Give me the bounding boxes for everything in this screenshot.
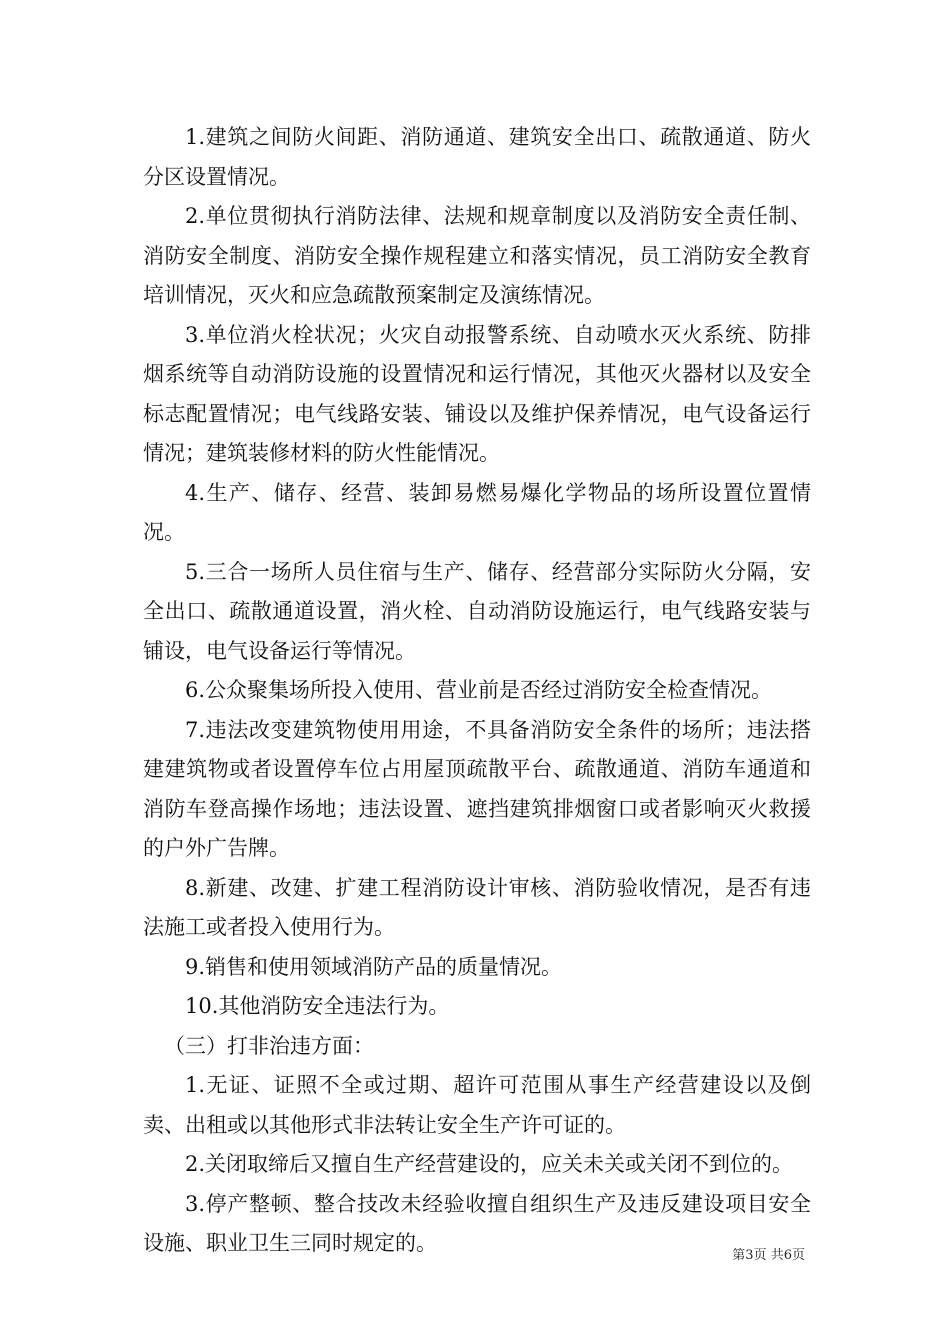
paragraph-item-12: 1.无证、证照不全或过期、超许可范围从事生产经营建设以及倒卖、出租或以其他形式非法转让安全生产许可证的。 — [143, 1073, 811, 1137]
footer-total-pages: 6 — [783, 1248, 792, 1263]
paragraph-item-10: 10.其他消防安全违法行为。 — [185, 994, 450, 1018]
paragraph-item-3: 3.单位消火栓状况；火灾自动报警系统、自动喷水灭火系统、防排烟系统等自动消防设施的设置情况和运行情况，其他灭火器材以及安全标志配置情况；电气线路安装、铺设以及维护保养情况，电气设备运行情况；建筑装修材料的防火性能情况。 — [143, 322, 811, 465]
paragraph-item-14: 3.停产整顿、整合技改未经验收擅自组织生产及违反建设项目安全设施、职业卫生三同时规定的。 — [143, 1191, 811, 1255]
paragraph-item-13: 2.关闭取缔后又擅自生产经营建设的，应关未关或关闭不到位的。 — [185, 1152, 794, 1176]
footer-suffix: 页 — [791, 1248, 805, 1263]
paragraph-item-4: 4.生产、储存、经营、装卸易燃易爆化学物品的场所设置位置情况。 — [143, 480, 811, 544]
footer-prefix: 第 — [732, 1248, 746, 1263]
section-heading: （三）打非治违方面： — [164, 1033, 374, 1058]
paragraph-item-8: 8.新建、改建、扩建工程消防设计审核、消防验收情况，是否有违法施工或者投入使用行为。 — [143, 875, 811, 939]
document-body — [143, 118, 811, 1264]
paragraph-item-9: 9.销售和使用领域消防产品的质量情况。 — [185, 954, 563, 979]
paragraph-item-5: 5.三合一场所人员住宿与生产、储存、经营部分实际防火分隔，安全出口、疏散通道设置，消火栓、自动消防设施运行，电气线路安装与铺设，电气设备运行等情况。 — [143, 559, 811, 663]
page-footer — [732, 1244, 805, 1263]
footer-middle: 页 共 — [753, 1248, 784, 1263]
paragraph-item-2: 2.单位贯彻执行消防法律、法规和规章制度以及消防安全责任制、消防安全制度、消防安全操作规程建立和落实情况，员工消防安全教育培训情况，灭火和应急疏散预案制定及演练情况。 — [143, 204, 811, 307]
paragraph-item-6: 6.公众聚集场所投入使用、营业前是否经过消防安全检查情况。 — [185, 678, 773, 702]
paragraph-item-7: 7.违法改变建筑物使用用途，不具备消防安全条件的场所；违法搭建建筑物或者设置停车位占用屋顶疏散平台、疏散通道、消防车通道和消防车登高操作场地；违法设置、遮挡建筑排烟窗口或者影响灭火救援的户外广告牌。 — [143, 717, 811, 860]
paragraph-item-1: 1.建筑之间防火间距、消防通道、建筑安全出口、疏散通道、防火分区设置情况。 — [143, 125, 811, 189]
footer-current-page: 3 — [745, 1248, 754, 1263]
